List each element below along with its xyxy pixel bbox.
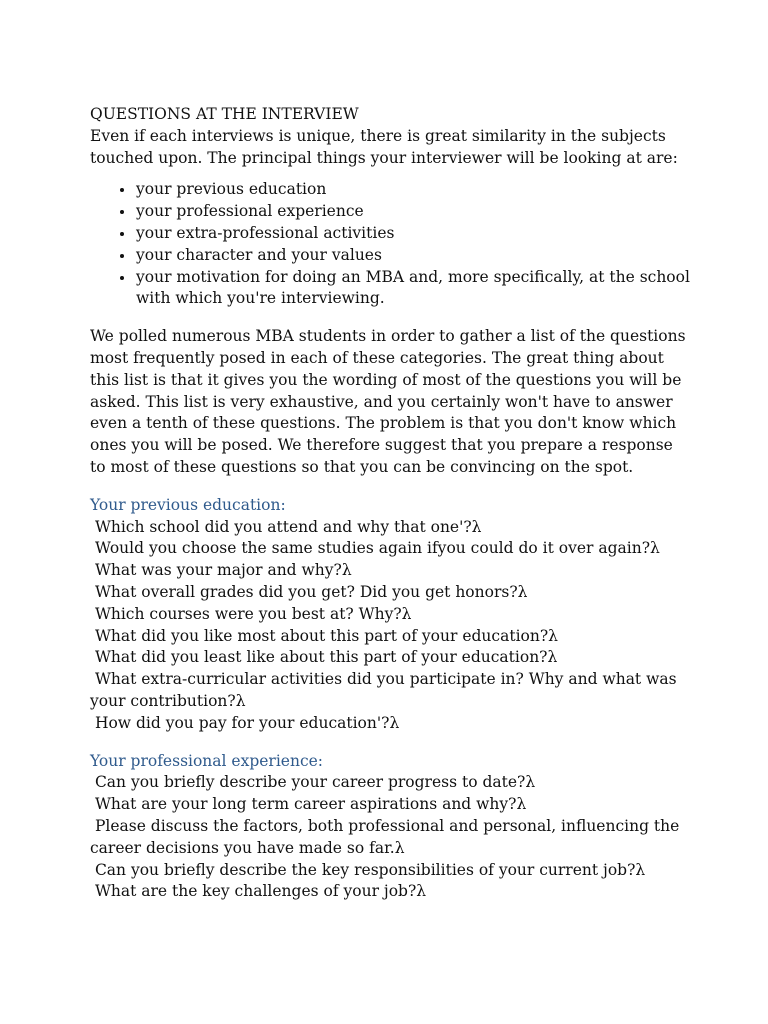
question-line: What was your major and why?λ <box>90 561 352 580</box>
question-line: Can you briefly describe the key responsibilities of your current job?λ <box>90 860 646 879</box>
document-page <box>90 104 690 903</box>
question-line: What did you like most about this part of your education?λ <box>90 626 558 645</box>
question-line: What are your long term career aspirations and why?λ <box>90 795 527 814</box>
body-paragraph: We polled numerous MBA students in order to gather a list of the questions most frequently posed in each of these categories. The great thing about this list is that it gives you the wording of most of the questions you will be asked. This list is very exhaustive, and you certainly won't have to answer even a tenth of these questions. The problem is that you don't know which ones you will be posed. We therefore suggest that you prepare a response to most of these questions so that you can be convincing on the spot. <box>90 327 686 476</box>
question-line: What extra-curricular activities did you participate in? Why and what was your contribution?λ <box>90 670 682 710</box>
question-line: Would you choose the same studies again ifyou could do it over again?λ <box>90 539 660 558</box>
list-item: • your extra-professional activities <box>135 223 690 245</box>
question-line: What are the key challenges of your job?λ <box>90 882 427 901</box>
question-line: Which courses were you best at? Why?λ <box>90 604 412 623</box>
focus-areas-list <box>90 179 690 310</box>
list-item: • your professional experience <box>135 201 690 223</box>
question-line: How did you pay for your education'?λ <box>90 713 400 732</box>
list-item: • your character and your values <box>135 245 690 267</box>
section-heading: Your previous education: <box>90 495 286 514</box>
section-professional-experience <box>90 751 690 904</box>
question-line: Which school did you attend and why that one'?λ <box>90 517 482 536</box>
question-line: Please discuss the factors, both professional and personal, influencing the career decisions you have made so far.λ <box>90 816 685 857</box>
question-line: What did you least like about this part of your education?λ <box>90 648 558 667</box>
section-heading: Your professional experience: <box>90 751 324 770</box>
intro-paragraph: Even if each interviews is unique, there is great similarity in the subjects touched upon. The principal things your interviewer will be looking at are: <box>90 126 678 167</box>
document-title: QUESTIONS AT THE INTERVIEW <box>90 105 359 123</box>
list-item: • your previous education <box>135 179 690 201</box>
list-item: • your motivation for doing an MBA and, more specifically, at the school with which you're interviewing. <box>135 267 690 311</box>
section-education <box>90 495 690 735</box>
question-line: Can you briefly describe your career progress to date?λ <box>90 773 536 792</box>
question-line: What overall grades did you get? Did you get honors?λ <box>90 582 528 601</box>
